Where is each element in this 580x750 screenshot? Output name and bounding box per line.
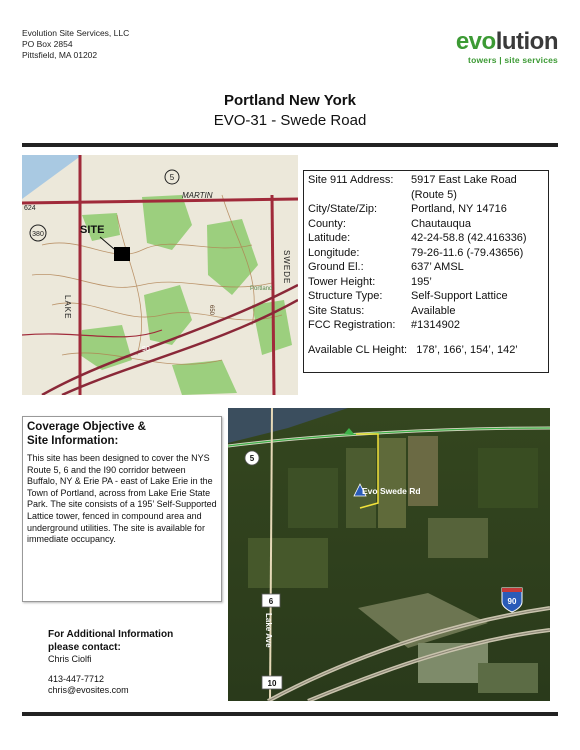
info-row: FCC Registration: #1314902 — [308, 319, 460, 331]
contact-heading-1: For Additional Information — [48, 629, 174, 640]
info-row: City/State/Zip: Portland, NY 14716 — [308, 203, 507, 215]
info-row: Site 911 Address: 5917 East Lake Road (Route 5) — [308, 174, 517, 201]
page-title — [0, 92, 580, 129]
sat-site-label: Evo Swede Rd — [362, 486, 421, 496]
info-row: Tower Height: 195’ — [308, 275, 432, 288]
bottom-divider — [22, 712, 558, 716]
topo-lake-label: LAKE — [63, 295, 72, 320]
contact-block — [48, 628, 173, 696]
site-info-box — [303, 170, 549, 373]
company-po-box: PO Box 2854 — [22, 39, 73, 49]
evolution-logo — [456, 30, 558, 65]
topo-portland-label: Portland — [250, 286, 273, 292]
sat-route-5-label: 5 — [249, 454, 255, 463]
contact-name: Chris Ciolfi — [48, 654, 92, 664]
company-name: Evolution Site Services, LLC — [22, 28, 130, 38]
title-location: Portland New York — [224, 92, 356, 109]
coverage-heading: Coverage Objective & Site Information: — [27, 421, 146, 447]
contact-phone: 413-447-7712 — [48, 674, 105, 684]
topo-route-90-label: 90 — [142, 346, 150, 353]
company-address — [22, 28, 129, 61]
title-site: EVO-31 - Swede Road — [213, 112, 367, 129]
top-divider — [22, 143, 558, 147]
info-row: Site Status: Available — [308, 304, 456, 317]
coverage-body: This site has been designed to cover the NYS Route 5, 6 and the I90 corridor between Buffalo, NY & Erie PA - east of Lake Erie in the Town of Portland, across from Lake Erie State Park. The site consists of a 195’ Self-Supported Lattice tower, fenced in compound area and underground utilities. The site is available for immediate occupancy. — [27, 453, 217, 545]
info-row: Longitude: 79-26-11.6 (-79.43656) — [308, 246, 524, 259]
topo-martin-label: MARTIN — [182, 191, 213, 200]
sat-interstate-label: 90 — [507, 597, 517, 606]
sat-route-10-label: 10 — [267, 679, 277, 688]
topo-route-5-label: 5 — [169, 173, 175, 182]
sat-route-6-label: 6 — [268, 597, 274, 606]
logo-tagline: towers | site services — [468, 55, 558, 65]
cl-height: Available CL Height: 178’, 166’, 154’, 142’ — [308, 343, 518, 356]
info-row: County: Chautauqua — [308, 217, 471, 230]
sat-lake-ave-label: Lake Ave — [264, 613, 273, 648]
info-row: Latitude: 42-24-58.8 (42.416336) — [308, 232, 527, 244]
contact-email[interactable]: chris@evosites.com — [48, 685, 129, 695]
satellite-map — [228, 408, 550, 701]
contact-heading-2: please contact: — [48, 642, 121, 653]
company-city: Pittsfield, MA 01202 — [22, 50, 98, 60]
info-row: Structure Type: Self-Support Lattice — [308, 290, 508, 302]
topo-elev-650-label: 650 — [208, 305, 214, 316]
topo-route-380-label: 380 — [32, 231, 44, 238]
topo-elev-624-label: 624 — [24, 205, 36, 212]
logo-wordmark: evolution — [455, 28, 558, 55]
coverage-box — [22, 416, 222, 602]
topo-map — [22, 155, 298, 395]
info-row: Ground El.: 637’ AMSL — [308, 261, 464, 273]
topo-site-label: SITE — [80, 224, 105, 236]
topo-swede-label: SWEDE — [282, 250, 291, 285]
topo-site-marker — [114, 247, 130, 261]
